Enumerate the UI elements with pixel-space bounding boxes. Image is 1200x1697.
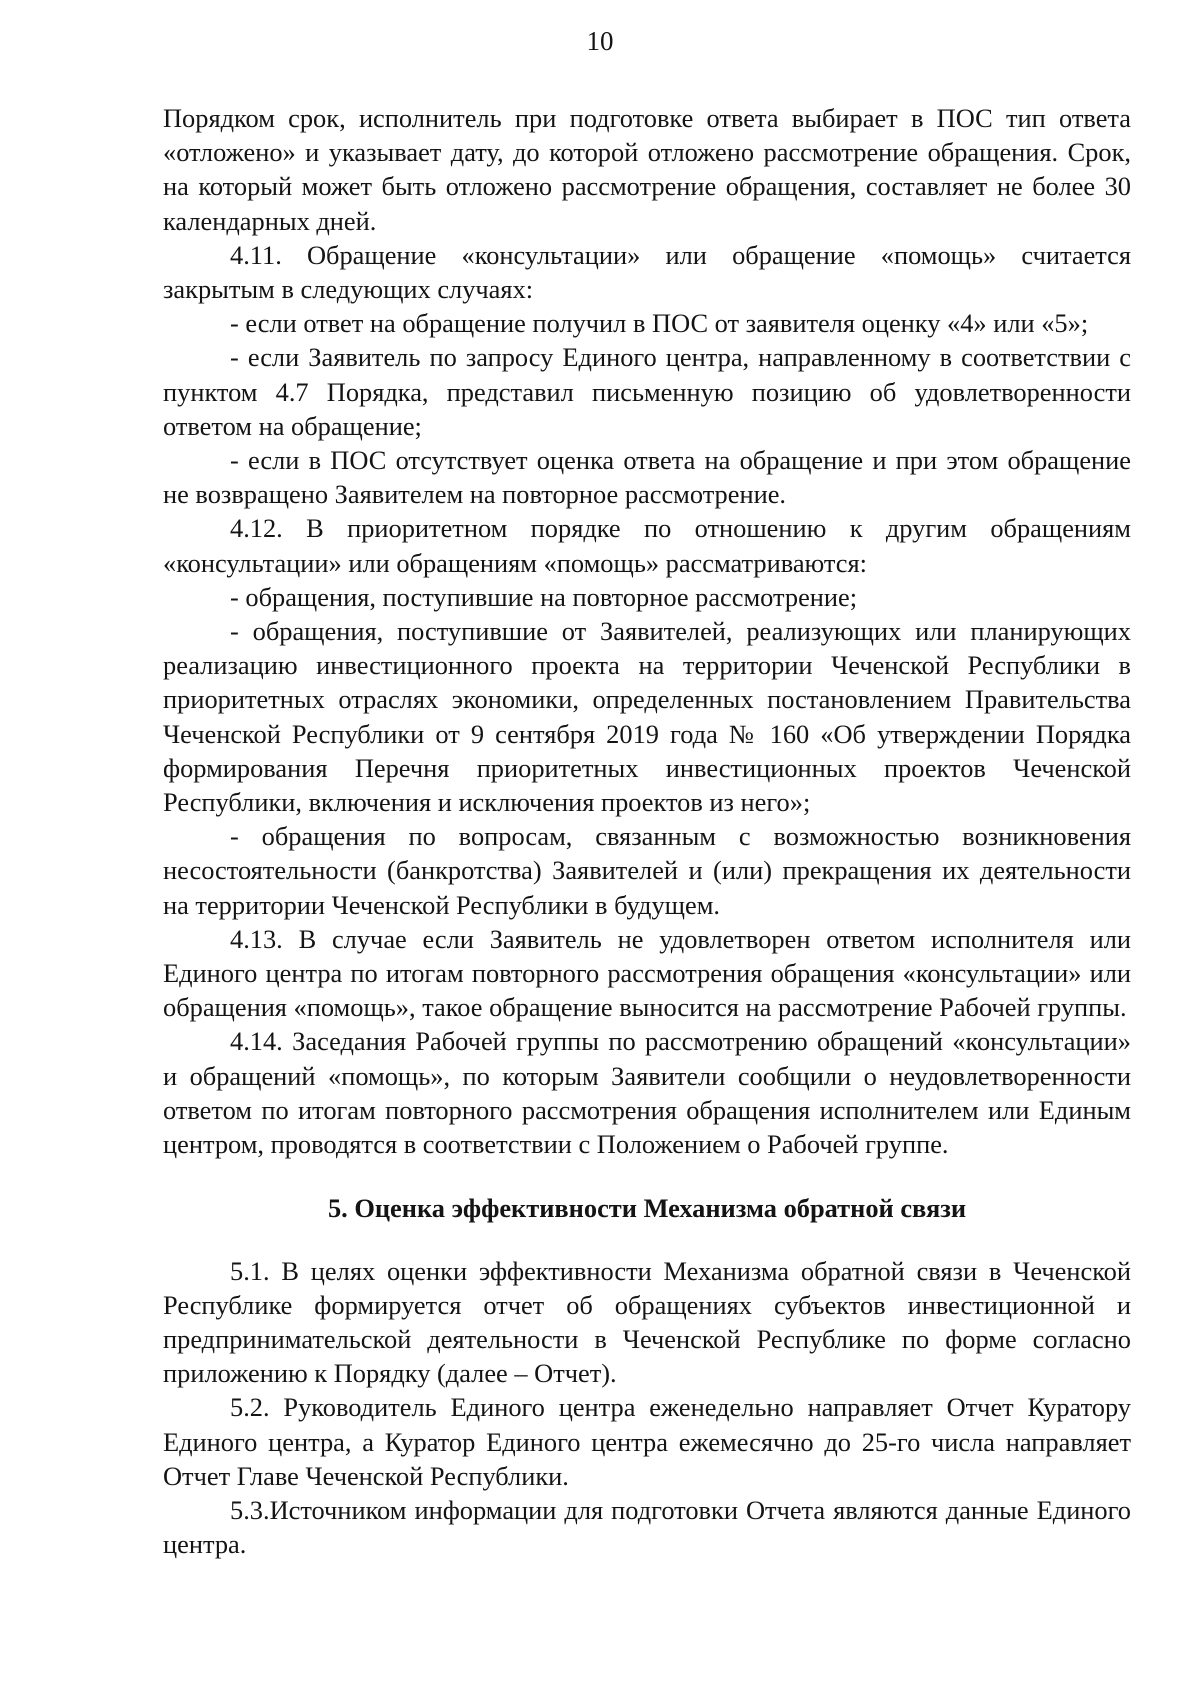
paragraph-4-14: 4.14. Заседания Рабочей группы по рассмотрению обращений «консультации» и обращений «помощь», по которым Заявители сообщили о неудовлетворенности ответом по итогам повторного рассмотрения обращения исполнителем или Единым центром, проводятся в соответствии с Положением о Рабочей группе. — [163, 1026, 1131, 1160]
section-heading: 5. Оценка эффективности Механизма обратной связи — [327, 1193, 967, 1224]
list-item: - если ответ на обращение получил в ПОС от заявителя оценку «4» или «5»; — [230, 308, 1089, 339]
list-item: - обращения, поступившие на повторное рассмотрение; — [230, 581, 858, 612]
paragraph-continuation: Порядком срок, исполнитель при подготовке ответа выбирает в ПОС тип ответа «отложено» и указывает дату, до которой отложено рассмотрение обращения. Срок, на который может быть отложено рассмотрение обращения, составляет не более 30 календарных дней. — [163, 103, 1131, 236]
page-number: 10 — [586, 26, 614, 56]
paragraph-4-12: 4.12. В приоритетном порядке по отношению к другим обращениям «консультации» или обращениям «помощь» рассматриваются: — [163, 513, 1131, 578]
list-item: - обращения, поступившие от Заявителей, реализующих или планирующих реализацию инвестиционного проекта на территории Чеченской Республики в приоритетных отраслях экономики, определенных постановлением Правительства Чеченской Республики от 9 сентября 2019 года № 160 «Об утверждении Порядка формирования Перечня приоритетных инвестиционных проектов Чеченской Республики, включения и исключения проектов из него»; — [163, 616, 1131, 818]
list-item: - если Заявитель по запросу Единого центра, направленному в соответствии с пунктом 4.7 Порядка, представил письменную позицию об удовлетворенности ответом на обращение; — [163, 342, 1131, 441]
document-body — [163, 101, 1131, 1561]
paragraph-5-3: 5.3.Источником информации для подготовки Отчета являются данные Единого центра. — [163, 1494, 1131, 1560]
paragraph-5-2: 5.2. Руководитель Единого центра еженедельно направляет Отчет Куратору Единого центра, а Куратор Единого центра ежемесячно до 25-го числа направляет Отчет Главе Чеченской Республики. — [163, 1392, 1131, 1491]
paragraph-4-13: 4.13. В случае если Заявитель не удовлетворен ответом исполнителя или Единого центра по итогам повторного рассмотрения обращения «консультации» или обращения «помощь», такое обращение выносится на рассмотрение Рабочей группы. — [163, 923, 1131, 1023]
paragraph-4-11: 4.11. Обращение «консультации» или обращение «помощь» считается закрытым в следующих случаях: — [163, 239, 1131, 305]
list-item: - обращения по вопросам, связанным с возможностью возникновения несостоятельности (банкротства) Заявителей и (или) прекращения их деятельности на территории Чеченской Республики в будущем. — [163, 821, 1131, 920]
list-item: - если в ПОС отсутствует оценка ответа на обращение и при этом обращение не возвращено Заявителем на повторное рассмотрение. — [163, 445, 1131, 510]
paragraph-5-1: 5.1. В целях оценки эффективности Механизма обратной связи в Чеченской Республике формируется отчет об обращениях субъектов инвестиционной и предпринимательской деятельности в Чеченской Республике по форме согласно приложению к Порядку (далее – Отчет). — [163, 1255, 1131, 1389]
